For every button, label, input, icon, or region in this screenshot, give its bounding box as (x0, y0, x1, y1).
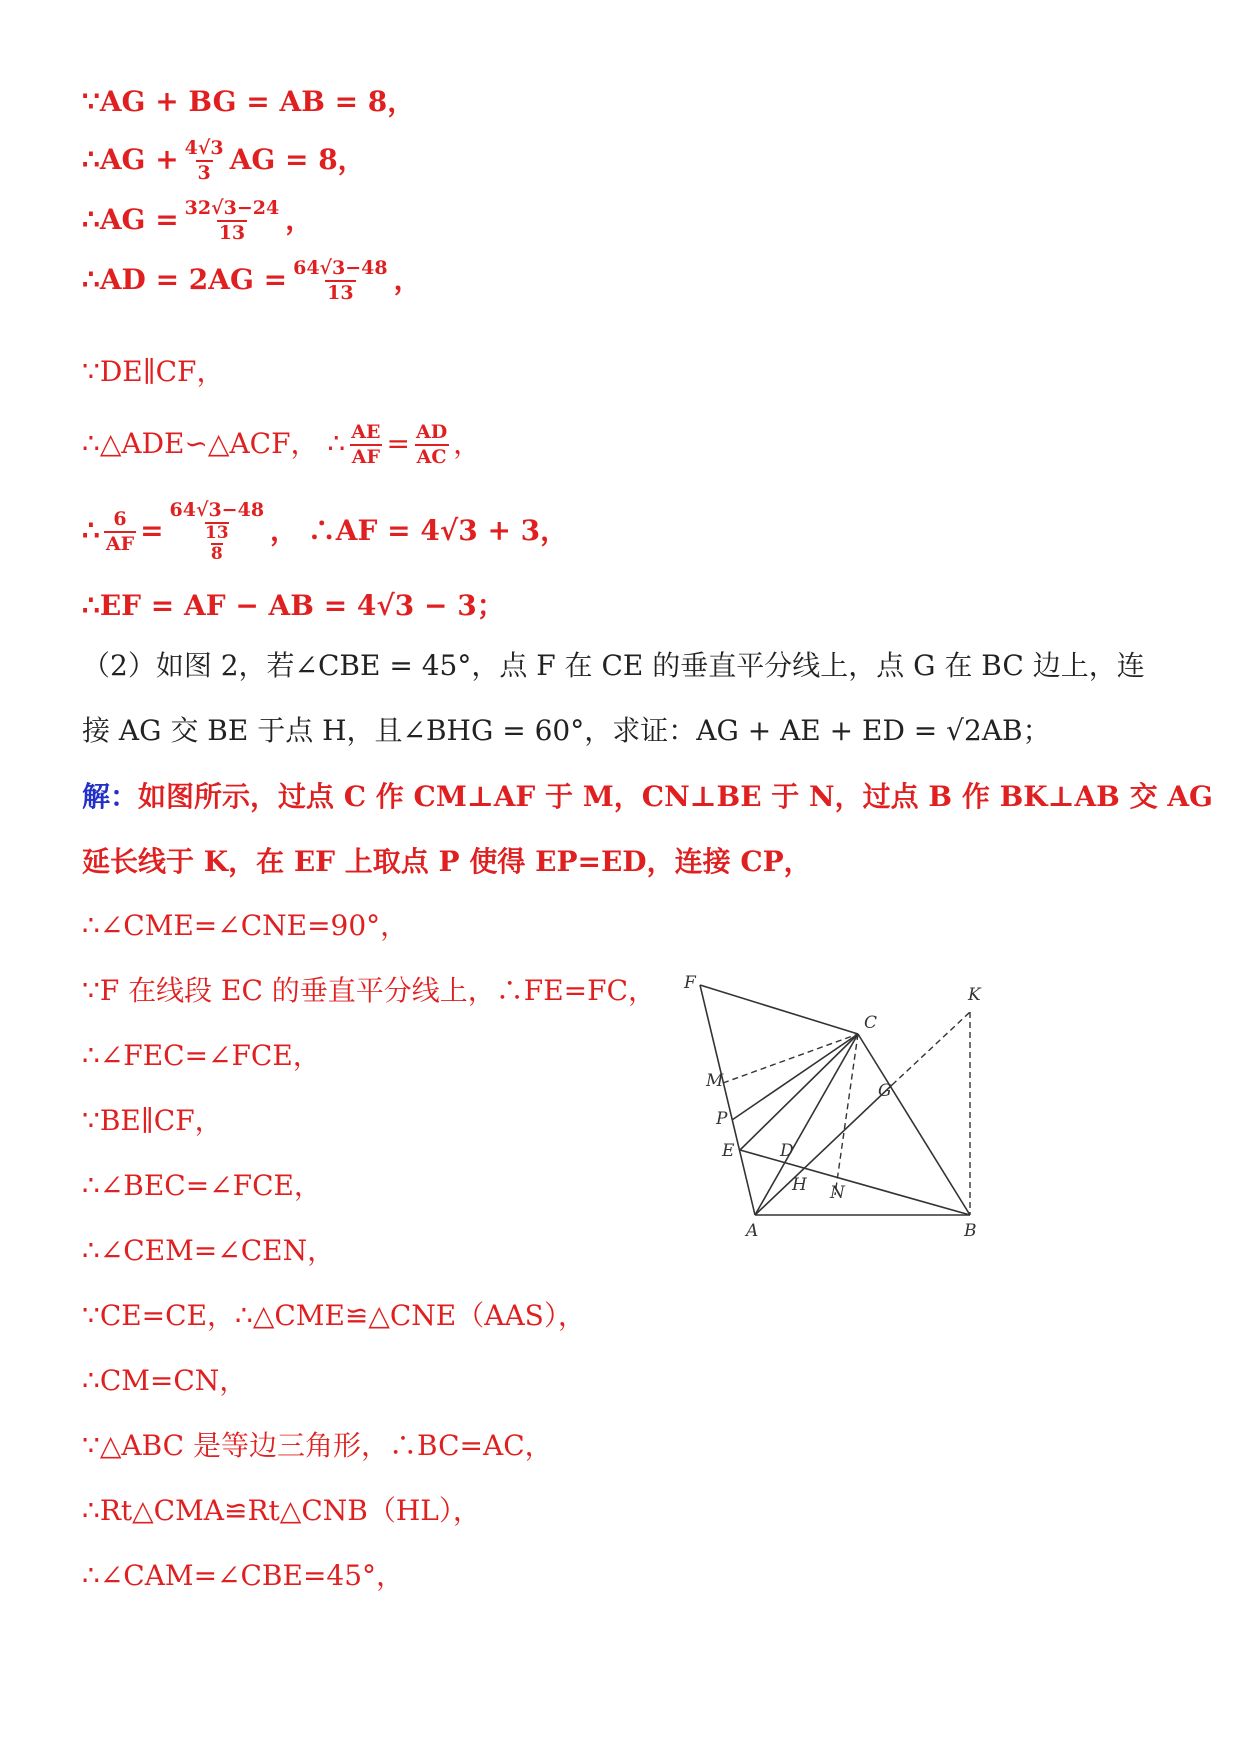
solution-line-10: ∴CM=CN， (82, 1364, 248, 1397)
geometry-figure (680, 970, 1000, 1260)
line-6: ∴△ADE∽△ACF， ∴ $\frac{AE}{AF}$ = $\frac{AD}{AC}$ ， (82, 421, 482, 468)
line-4: ∴AD = 2AG = $\frac{64√3-48}{13}$ ， (82, 257, 422, 304)
fraction: $\frac{6}{AF}$ (105, 508, 135, 555)
label-F: F (684, 973, 696, 993)
label-H: H (792, 1175, 807, 1195)
segment-PC (732, 1034, 858, 1120)
label-D: D (780, 1141, 794, 1161)
label-G: G (878, 1081, 892, 1101)
label-C: C (864, 1013, 878, 1033)
segment-FA (700, 985, 755, 1215)
fraction: $\frac{4√3}{3}$ (184, 137, 224, 184)
question-line-2: 接 AG 交 BE 于点 H，且∠BHG = 60°，求证：AG + AE + ED = √2AB； (82, 714, 1051, 747)
line-7: ∴ $\frac{6}{AF}$ = 64√3−48 13 8 ， ∴AF = 4√3 + 3， (82, 499, 569, 565)
solution-line-1: 解：如图所示，过点 C 作 CM⊥AF 于 M，CN⊥BE 于 N，过点 B 作 BK⊥AB 交 AG (82, 780, 1213, 813)
fraction: $\frac{32√3-24}{13}$ (184, 197, 280, 244)
label-B: B (964, 1221, 977, 1241)
solution-line-13: ∴∠CAM=∠CBE=45°， (82, 1559, 405, 1592)
line-2: ∴AG + $\frac{4√3}{3}$ AG = 8， (82, 137, 366, 184)
line-8: ∴EF = AF − AB = 4√3 − 3； (82, 589, 505, 622)
line-1: ∵AG + BG = AB = 8， (82, 85, 416, 118)
solution-line-11: ∵△ABC 是等边三角形，∴BC=AC， (82, 1429, 553, 1462)
dashed-CN (835, 1034, 858, 1195)
solution-line-3: ∴∠CME=∠CNE=90°， (82, 909, 409, 942)
label-M: M (706, 1071, 724, 1091)
solution-line-7: ∴∠BEC=∠FCE， (82, 1169, 322, 1202)
solution-line-8: ∴∠CEM=∠CEN， (82, 1234, 336, 1267)
complex-fraction: 64√3−48 13 8 (169, 499, 265, 565)
solution-line-5: ∴∠FEC=∠FCE， (82, 1039, 321, 1072)
solution-line-2: 延长线于 K，在 EF 上取点 P 使得 EP=ED，连接 CP， (82, 845, 812, 878)
segment-FC (700, 985, 858, 1034)
segment-EC (740, 1034, 858, 1150)
fraction: $\frac{64√3-48}{13}$ (293, 257, 388, 304)
label-A: A (746, 1221, 759, 1241)
line-3: ∴AG = $\frac{32√3-24}{13}$ ， (82, 197, 314, 244)
label-K: K (968, 985, 981, 1005)
label-E: E (722, 1141, 735, 1161)
dashed-GK (892, 1012, 970, 1085)
question-line-1: （2）如图 2，若∠CBE = 45°，点 F 在 CE 的垂直平分线上，点 G 在 BC 边上，连 (82, 649, 1145, 682)
line-5: ∵DE∥CF， (82, 355, 225, 388)
solution-line-12: ∴Rt△CMA≌Rt△CNB（HL）， (82, 1494, 481, 1527)
solution-label: 解： (82, 780, 139, 813)
fraction: $\frac{AE}{AF}$ (351, 421, 381, 468)
segment-AG (755, 1085, 892, 1215)
solution-line-6: ∵BE∥CF， (82, 1104, 223, 1137)
label-P: P (716, 1109, 728, 1129)
dashed-CM (723, 1034, 858, 1083)
label-N: N (830, 1183, 845, 1203)
fraction: $\frac{AD}{AC}$ (415, 421, 448, 468)
solution-line-4: ∵F 在线段 EC 的垂直平分线上，∴FE=FC， (82, 974, 656, 1007)
solution-line-9: ∵CE=CE，∴△CME≌△CNE（AAS）， (82, 1299, 586, 1332)
